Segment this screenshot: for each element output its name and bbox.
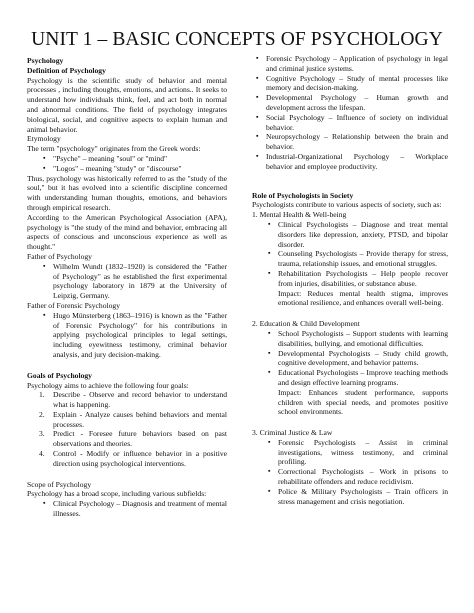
list-item: ▪ Clinical Psychology – Diagnosis and treatment of mental illnesses. [27, 499, 227, 519]
goal-item [27, 390, 227, 410]
list-item: ▪ Developmental Psychology – Human growth and development across the lifespan. [252, 93, 448, 113]
goal-text: Control - Modify or influence behavior in a positive direction using psychological interventions. [53, 449, 227, 468]
scope-list-continued [252, 54, 448, 172]
etymology-text: Thus, psychology was historically referred to as the "study of the soul," but it has evolved into a scientific discipline concerned with understanding human thoughts, emotions, and behaviors through empirical research. [27, 173, 227, 212]
list-item: ▪ Hugo Münsterberg (1863–1916) is known as the "Father of Forensic Psychology" for his contributions in applying psychological principles to legal settings, including eyewitness testimony, criminal behavior analysis, and jury decision-making. [27, 311, 227, 360]
goal-item [27, 449, 227, 469]
list-item: ▪ Police & Military Psychologists – Train officers in stress management and crisis negotiation. [252, 487, 448, 507]
goal-item [27, 429, 227, 449]
goal-number: 3. [39, 429, 45, 439]
list-item: ▪ Forensic Psychology – Application of psychology in legal and criminal justice systems. [252, 54, 448, 74]
list-item: ▪ Industrial-Organizational Psychology – Workplace behavior and employee productivity. [252, 152, 448, 172]
father-heading: Father of Psychology [27, 251, 92, 261]
section-heading: 3. Criminal Justice & Law [252, 428, 333, 438]
list-item: ▪ Social Psychology – Influence of society on individual behavior. [252, 113, 448, 133]
section-heading: 2. Education & Child Development [252, 319, 360, 329]
list-item: ▪ Clinical Psychologists – Diagnose and treat mental disorders like depression, anxiety, PTSD, and bipolar disorder. [252, 220, 448, 249]
section-list [252, 220, 448, 308]
goal-text: Explain - Analyze causes behind behaviors and mental processes. [53, 409, 227, 429]
forensic-father-list [27, 311, 227, 360]
list-item: ▪ Cognitive Psychology – Study of mental processes like memory and decision-making. [252, 74, 448, 94]
apa-definition-text: According to the American Psychological Association (APA), psychology is "the study of the mind and behavior, embracing all aspects of conscious and unconscious experience as well as thought." [27, 212, 227, 252]
forensic-father-heading: Father of Forensic Psychology [27, 300, 121, 310]
goal-item [27, 410, 227, 430]
definition-text: Psychology is the scientific study of behavior and mental processes , including thoughts, emotions, and actions.. It seeks to understand how individuals think, feel, and act both in normal and abnormal conditions. The field of psychology integrates biological, social, and cognitive aspects to explain human and animal behavior. [27, 75, 227, 134]
scope-intro: Psychology has a broad scope, including various subfields: [27, 489, 207, 499]
list-item: ▪ "Psyche" – meaning "soul" or "mind" [27, 154, 227, 164]
etymology-intro: The term "psychology" originates from the Greek words: [27, 144, 201, 154]
list-item: ▪ School Psychologists – Support students with learning disabilities, bullying, and emotional difficulties. [252, 329, 448, 349]
section-heading: 1. Mental Health & Well-being [252, 210, 347, 220]
list-item: ▪ Educational Psychologists – Improve teaching methods and design effective learning programs. [252, 368, 448, 388]
etymology-heading: Etymology [27, 134, 61, 144]
role-intro: Psychologists contribute to various aspects of society, such as: [252, 200, 442, 210]
goal-number: 1. [39, 390, 45, 400]
list-item: ▪ Developmental Psychologists – Study child growth, cognitive development, and behavior patterns. [252, 349, 448, 369]
list-item: ▪ Neuropsychology – Relationship between the brain and behavior. [252, 132, 448, 152]
definition-heading: Definition of Psychology [27, 65, 106, 75]
left-column [27, 56, 227, 519]
goals-list [27, 390, 227, 468]
section-list [252, 438, 448, 507]
scope-list [27, 499, 227, 519]
goal-text: Describe - Observe and record behavior to understand what is happening. [53, 390, 227, 410]
goal-text: Predict - Foresee future behaviors based on past observations and theories. [53, 429, 227, 449]
impact-text: Impact: Enhances student performance, supports children with special needs, and promotes positive school environments. [278, 387, 448, 417]
list-item: ▪ Wilhelm Wundt (1832–1920) is considered the "Father of Psychology" as he established the first experimental psychology laboratory in 1879 at the University of Leipzig, Germany. [27, 262, 227, 301]
goal-number: 2. [39, 409, 45, 419]
right-column [252, 54, 448, 506]
list-item: ▪ "Logos" – meaning "study" or "discourse" [27, 164, 227, 174]
section-list [252, 329, 448, 417]
goal-number: 4. [39, 449, 45, 459]
list-item: ▪ Counseling Psychologists – Provide therapy for stress, trauma, relationship issues, and emotional struggles. [252, 249, 448, 269]
goals-intro: Psychology aims to achieve the following four goals: [27, 380, 189, 390]
role-heading: Role of Psychologists in Society [252, 190, 354, 200]
impact-text: Impact: Reduces mental health stigma, improves emotional resilience, and enhances overall well-being. [278, 288, 448, 308]
list-item: ▪ Correctional Psychologists – Work in prisons to rehabilitate offenders and reduce recidivism. [252, 467, 448, 487]
list-item: ▪ Rehabilitation Psychologists – Help people recover from injuries, disabilities, or substance abuse. [252, 269, 448, 289]
psychology-heading: Psychology [27, 56, 64, 65]
page-title: UNIT 1 – BASIC CONCEPTS OF PSYCHOLOGY [31, 29, 443, 50]
goals-heading: Goals of Psychology [27, 370, 92, 380]
list-item: ▪ Forensic Psychologists – Assist in criminal investigations, witness testimony, and criminal profiling. [252, 438, 448, 467]
scope-heading: Scope of Psychology [27, 479, 92, 489]
etymology-list [27, 154, 227, 174]
father-list [27, 262, 227, 301]
